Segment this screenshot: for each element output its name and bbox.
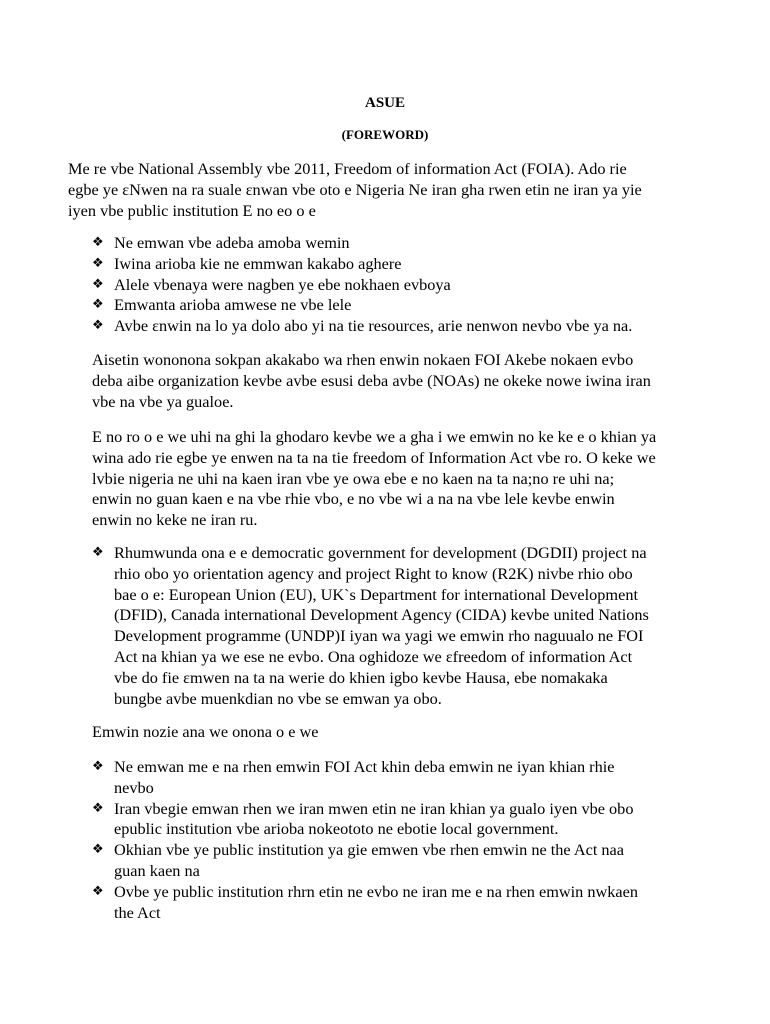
bullet-icon: ❖ [92, 759, 104, 774]
bullet-list-2 [92, 543, 649, 709]
list-item [92, 799, 638, 841]
title-text: ASUE [364, 95, 405, 111]
list-item [92, 840, 638, 882]
bullet-icon: ❖ [92, 255, 104, 271]
paragraph-line: wina ado rie egbe ye enwen na ta na tie freedom of Information Act vbe ro. O keke we [92, 447, 656, 467]
list-item-line: Rhumwunda ona e e democratic government for development (DGDII) project na [114, 543, 647, 562]
list-item-line: nevbo [114, 777, 154, 797]
list-item-line: rhio obo yo orientation agency and project Right to know (R2K) nivbe rhio obo [114, 563, 633, 583]
bullet-list-3 [92, 757, 638, 923]
list-item-text: Iwina arioba kie ne emmwan kakabo aghere [114, 253, 402, 273]
paragraph-3 [92, 427, 656, 531]
bullet-icon: ❖ [92, 883, 104, 899]
list-item-line: bungbe avbe muenkdian no vbe se emwan ya obo. [114, 688, 442, 708]
paragraph-4 [92, 722, 319, 743]
bullet-icon: ❖ [92, 800, 104, 816]
list-item-line: Act na khian ya we ese ne evbo. Ona oghidoze we ɛfreedom of information Act [114, 646, 633, 666]
list-item-line: guan kaen na [114, 860, 200, 880]
paragraph-line: vbe na vbe ya gualoe. [92, 391, 234, 411]
bullet-icon: ❖ [92, 276, 104, 292]
list-item [92, 543, 649, 709]
list-item-line: Ne emwan me e na rhen emwin FOI Act khin deba emwin ne iyan khian rhie [114, 757, 615, 776]
list-item [92, 316, 632, 337]
list-item-line: bae o e: European Union (EU), UK`s Department for international Development [114, 584, 638, 604]
list-item-line: Iran vbegie emwan rhen we iran mwen etin ne iran khian ya gualo iyen vbe obo [114, 798, 634, 818]
list-item-line: vbe do fie ɛmwen na ta na werie do khien igbo kevbe Hausa, ebe nomakaka [114, 667, 608, 687]
document-title [0, 94, 770, 112]
paragraph-line: enwin no guan kaen e na vbe rhie vbo, e no vbe wi a na na vbe lele kevbe enwin [92, 489, 615, 509]
list-item-line: (DFID), Canada international Development Agency (CIDA) kevbe united Nations [114, 605, 649, 625]
list-item [92, 254, 632, 275]
list-item-line: Development programme (UNDP)I iyan wa yagi we emwin rho naguualo ne FOI [114, 626, 644, 646]
list-item-text: Alele vbenaya were nagben ye ebe nokhaen evboya [114, 274, 451, 294]
paragraph-line: enwin no keke ne iran ru. [92, 510, 258, 530]
paragraph-line: lvbie nigeria ne uhi na kaen iran vbe ye owa ebe e no kaen na ta na;no re uhi na; [92, 468, 615, 488]
list-item-line: epublic institution vbe arioba nokeototo ne ebotie local government. [114, 819, 559, 839]
paragraph-line: egbe ye ɛNwen na ra suale ɛnwan vbe oto e Nigeria Ne iran gha rwen etin ne iran ya yie [68, 179, 642, 199]
list-item [92, 757, 638, 799]
document-subtitle [0, 127, 770, 143]
list-item-line: Okhian vbe ye public institution ya gie emwen vbe rhen emwin ne the Act naa [114, 840, 625, 860]
bullet-icon: ❖ [92, 235, 104, 250]
list-item-text: Ne emwan vbe adeba amoba wemin [114, 233, 350, 252]
list-item-text: Avbe ɛnwin na lo ya dolo abo yi na tie resources, arie nenwon nevbo vbe ya na. [114, 316, 633, 336]
paragraph-line: E no ro o e we uhi na ghi la ghodaro kevbe we a gha i we emwin no ke ke e o khian ya [92, 427, 657, 446]
paragraph-line: Me re vbe National Assembly vbe 2011, Freedom of information Act (FOIA). Ado rie [68, 159, 627, 178]
bullet-list-1 [92, 233, 632, 337]
bullet-icon: ❖ [92, 545, 104, 560]
list-item-line: Ovbe ye public institution rhrn etin ne evbo ne iran me e na rhen emwin nwkaen [114, 881, 639, 901]
list-item [92, 295, 632, 316]
list-item-line: the Act [114, 902, 161, 922]
list-item [92, 233, 632, 254]
paragraph-line: Emwin nozie ana we onona o e we [92, 722, 319, 741]
list-item [92, 275, 632, 296]
bullet-icon: ❖ [92, 842, 104, 858]
paragraph-line: iyen vbe public institution E no eo o e [68, 200, 316, 220]
paragraph-2 [92, 350, 651, 412]
paragraph-line: Aisetin wononona sokpan akakabo wa rhen enwin nokaen FOI Akebe nokaen evbo [92, 350, 634, 369]
bullet-icon: ❖ [92, 318, 104, 334]
paragraph-line: deba aibe organization kevbe avbe esusi deba avbe (NOAs) ne okeke nowe iwina iran [92, 370, 651, 390]
intro-paragraph [68, 159, 642, 221]
list-item [92, 882, 638, 924]
list-item-text: Emwanta arioba amwese ne vbe lele [114, 295, 352, 315]
bullet-icon: ❖ [92, 297, 104, 313]
subtitle-text: (FOREWORD) [341, 127, 429, 142]
